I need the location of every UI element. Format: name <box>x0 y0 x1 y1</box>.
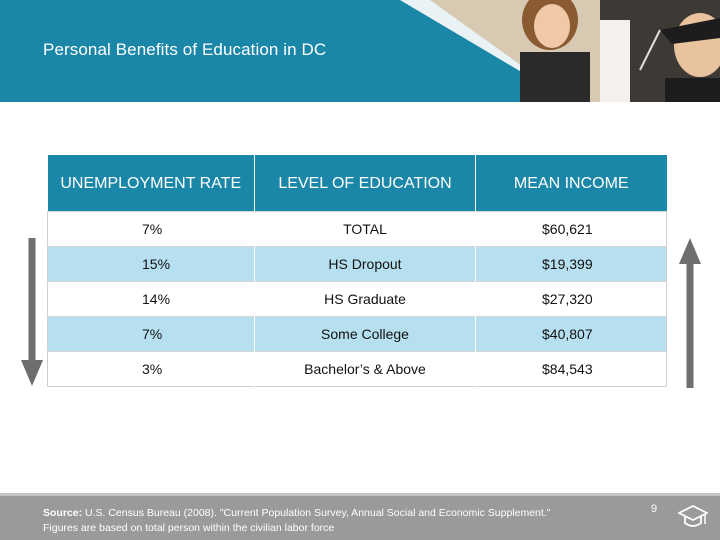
header-mean-income: MEAN INCOME <box>476 155 667 212</box>
table-row <box>48 317 667 352</box>
level-cell: Bachelor’s & Above <box>255 352 476 387</box>
rate-cell: 14% <box>48 282 255 317</box>
income-cell: $19,399 <box>476 247 667 282</box>
arrow-down-icon <box>20 238 44 388</box>
income-cell: $60,621 <box>476 212 667 247</box>
income-cell: $84,543 <box>476 352 667 387</box>
header-banner <box>0 0 720 102</box>
level-cell: HS Dropout <box>255 247 476 282</box>
page-title: Personal Benefits of Education in DC <box>43 40 327 59</box>
table-row <box>48 247 667 282</box>
source-text: U.S. Census Bureau (2008). "Current Population Survey, Annual Social and Economic Supplement." Figures are based on total person within the civilian labor force <box>43 507 551 534</box>
income-cell: $40,807 <box>476 317 667 352</box>
income-cell: $27,320 <box>476 282 667 317</box>
rate-cell: 7% <box>48 317 255 352</box>
table-row <box>48 352 667 387</box>
graduation-cap-icon <box>678 504 708 532</box>
source-note <box>43 506 583 536</box>
rate-cell: 7% <box>48 212 255 247</box>
table-row <box>48 212 667 247</box>
rate-cell: 15% <box>48 247 255 282</box>
source-label: Source: <box>43 507 83 519</box>
education-table <box>47 155 667 387</box>
table-row <box>48 282 667 317</box>
footer-divider <box>0 493 720 496</box>
header-unemployment-rate: UNEMPLOYMENT RATE <box>48 155 255 212</box>
footer-bar <box>0 493 720 540</box>
header-level-of-education: LEVEL OF EDUCATION <box>255 155 476 212</box>
level-cell: TOTAL <box>255 212 476 247</box>
table-header-row <box>48 155 667 212</box>
arrow-up-icon <box>678 236 702 388</box>
level-cell: Some College <box>255 317 476 352</box>
rate-cell: 3% <box>48 352 255 387</box>
level-cell: HS Graduate <box>255 282 476 317</box>
page-number: 9 <box>651 503 658 515</box>
